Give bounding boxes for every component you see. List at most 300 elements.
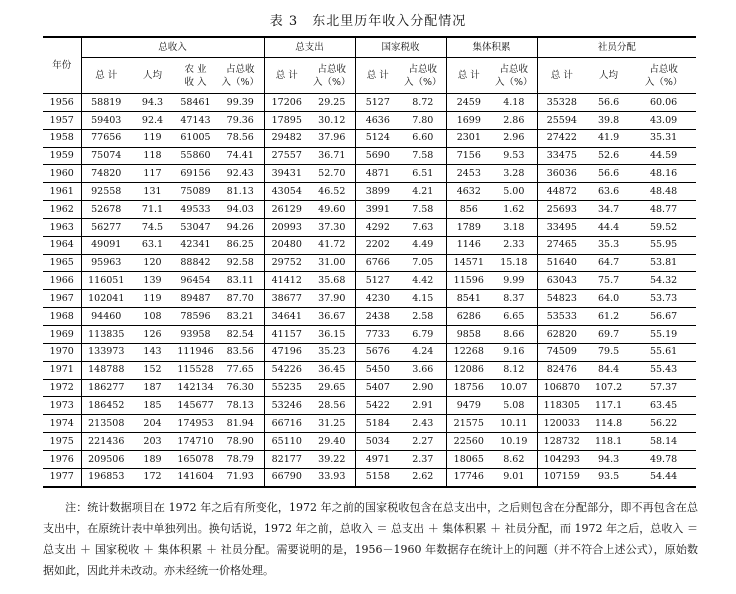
- table-row: [43, 201, 696, 219]
- value-cell: 6286: [446, 308, 491, 326]
- value-cell: 41412: [264, 272, 309, 290]
- value-cell: 64.0: [586, 290, 631, 308]
- value-cell: 3.28: [491, 165, 537, 183]
- value-cell: 5407: [355, 379, 400, 397]
- table-row: [43, 468, 696, 486]
- value-cell: 44.59: [631, 147, 696, 165]
- year-cell: 1972: [43, 379, 81, 397]
- value-cell: 55.61: [631, 343, 696, 361]
- value-cell: 14571: [446, 254, 491, 272]
- value-cell: 221436: [81, 433, 131, 451]
- value-cell: 2202: [355, 236, 400, 254]
- value-cell: 94.3: [586, 450, 631, 468]
- value-cell: 74509: [537, 343, 586, 361]
- header-sub-6: 总 计: [366, 70, 389, 81]
- value-cell: 49.78: [631, 450, 696, 468]
- value-cell: 35.68: [309, 272, 355, 290]
- value-cell: 139: [131, 272, 174, 290]
- value-cell: 82.54: [217, 325, 264, 343]
- value-cell: 57.37: [631, 379, 696, 397]
- header-sub-11: 人均: [599, 70, 619, 81]
- table-row: [43, 379, 696, 397]
- value-cell: 54823: [537, 290, 586, 308]
- value-cell: 66790: [264, 468, 309, 486]
- footnote-text: 注：统计数据项目在 1972 年之后有所变化，1972 年之前的国家税收包含在总支出中，之后则包含在分配部分，即不再包含在总支出中，在原统计表中单独列出。换句话说，1972 年之前，总收入 ＝ 总支出 ＋ 集体积累 ＋ 社员分配，而 1972 年之后，总收入 ＝ 总支出 ＋ 国家税收 ＋ 集体积累 ＋ 社员分配。需要说明的是，1956－1960 年数据存在统计上的问题（并不符合上述公式），原始数据如此，因此并未改动。亦未经统一价格处理。: [43, 501, 698, 577]
- value-cell: 9.99: [491, 272, 537, 290]
- header-total-income: 总收入: [81, 37, 264, 58]
- value-cell: 4.24: [400, 343, 446, 361]
- value-cell: 2453: [446, 165, 491, 183]
- value-cell: 35.3: [586, 236, 631, 254]
- value-cell: 82177: [264, 450, 309, 468]
- value-cell: 7.80: [400, 111, 446, 129]
- value-cell: 63.6: [586, 183, 631, 201]
- value-cell: 2.37: [400, 450, 446, 468]
- value-cell: 94460: [81, 308, 131, 326]
- value-cell: 4636: [355, 111, 400, 129]
- value-cell: 27465: [537, 236, 586, 254]
- year-cell: 1967: [43, 290, 81, 308]
- value-cell: 119: [131, 129, 174, 147]
- value-cell: 1.62: [491, 201, 537, 219]
- value-cell: 2.91: [400, 397, 446, 415]
- value-cell: 120: [131, 254, 174, 272]
- value-cell: 7156: [446, 147, 491, 165]
- value-cell: 1146: [446, 236, 491, 254]
- value-cell: 2.27: [400, 433, 446, 451]
- value-cell: 143: [131, 343, 174, 361]
- value-cell: 120033: [537, 415, 586, 433]
- value-cell: 117.1: [586, 397, 631, 415]
- year-cell: 1977: [43, 468, 81, 486]
- header-state-tax: 国家税收: [355, 37, 446, 58]
- value-cell: 131: [131, 183, 174, 201]
- header-sub-8: 总 计: [457, 70, 480, 81]
- value-cell: 39.22: [309, 450, 355, 468]
- header-sub-9: 占总收 入（%）: [491, 58, 537, 94]
- value-cell: 115528: [174, 361, 217, 379]
- value-cell: 113835: [81, 325, 131, 343]
- value-cell: 81.13: [217, 183, 264, 201]
- value-cell: 2.86: [491, 111, 537, 129]
- value-cell: 33.93: [309, 468, 355, 486]
- value-cell: 141604: [174, 468, 217, 486]
- value-cell: 52.6: [586, 147, 631, 165]
- value-cell: 63.45: [631, 397, 696, 415]
- value-cell: 94.3: [131, 94, 174, 112]
- value-cell: 29.25: [309, 94, 355, 112]
- value-cell: 7.58: [400, 147, 446, 165]
- value-cell: 20480: [264, 236, 309, 254]
- value-cell: 8.37: [491, 290, 537, 308]
- value-cell: 204: [131, 415, 174, 433]
- value-cell: 82476: [537, 361, 586, 379]
- value-cell: 61005: [174, 129, 217, 147]
- value-cell: 36.15: [309, 325, 355, 343]
- value-cell: 53.73: [631, 290, 696, 308]
- value-cell: 2301: [446, 129, 491, 147]
- year-cell: 1960: [43, 165, 81, 183]
- header-sub-0: 总 计: [95, 70, 118, 81]
- value-cell: 77.65: [217, 361, 264, 379]
- value-cell: 2.33: [491, 236, 537, 254]
- value-cell: 5158: [355, 468, 400, 486]
- year-cell: 1971: [43, 361, 81, 379]
- table-title: [0, 10, 736, 29]
- value-cell: 174953: [174, 415, 217, 433]
- header-sub-3: 占总收 入（%）: [217, 58, 264, 94]
- value-cell: 3.66: [400, 361, 446, 379]
- value-cell: 15.18: [491, 254, 537, 272]
- value-cell: 61.2: [586, 308, 631, 326]
- value-cell: 5184: [355, 415, 400, 433]
- value-cell: 5450: [355, 361, 400, 379]
- value-cell: 37.30: [309, 218, 355, 236]
- header-sub-4: 总 计: [275, 70, 298, 81]
- value-cell: 9479: [446, 397, 491, 415]
- value-cell: 5124: [355, 129, 400, 147]
- table-row: [43, 183, 696, 201]
- value-cell: 10.19: [491, 433, 537, 451]
- value-cell: 186277: [81, 379, 131, 397]
- value-cell: 9.53: [491, 147, 537, 165]
- value-cell: 186452: [81, 397, 131, 415]
- value-cell: 54.32: [631, 272, 696, 290]
- value-cell: 128732: [537, 433, 586, 451]
- value-cell: 7733: [355, 325, 400, 343]
- value-cell: 53533: [537, 308, 586, 326]
- value-cell: 92.58: [217, 254, 264, 272]
- value-cell: 148788: [81, 361, 131, 379]
- value-cell: 37.90: [309, 290, 355, 308]
- value-cell: 37.96: [309, 129, 355, 147]
- value-cell: 34641: [264, 308, 309, 326]
- value-cell: 2.96: [491, 129, 537, 147]
- value-cell: 41.72: [309, 236, 355, 254]
- table-body: [43, 94, 696, 487]
- value-cell: 213508: [81, 415, 131, 433]
- value-cell: 196853: [81, 468, 131, 486]
- value-cell: 83.21: [217, 308, 264, 326]
- value-cell: 74820: [81, 165, 131, 183]
- value-cell: 4632: [446, 183, 491, 201]
- value-cell: 78.56: [217, 129, 264, 147]
- value-cell: 187: [131, 379, 174, 397]
- value-cell: 185: [131, 397, 174, 415]
- value-cell: 29482: [264, 129, 309, 147]
- value-cell: 46.52: [309, 183, 355, 201]
- value-cell: 9858: [446, 325, 491, 343]
- value-cell: 41.9: [586, 129, 631, 147]
- value-cell: 9.01: [491, 468, 537, 486]
- year-cell: 1963: [43, 218, 81, 236]
- value-cell: 17895: [264, 111, 309, 129]
- value-cell: 111946: [174, 343, 217, 361]
- table-row: [43, 147, 696, 165]
- table-row: [43, 165, 696, 183]
- value-cell: 95963: [81, 254, 131, 272]
- value-cell: 79.5: [586, 343, 631, 361]
- year-cell: 1961: [43, 183, 81, 201]
- value-cell: 165078: [174, 450, 217, 468]
- value-cell: 84.4: [586, 361, 631, 379]
- value-cell: 65110: [264, 433, 309, 451]
- value-cell: 49.60: [309, 201, 355, 219]
- value-cell: 96454: [174, 272, 217, 290]
- value-cell: 58461: [174, 94, 217, 112]
- value-cell: 4971: [355, 450, 400, 468]
- value-cell: 38677: [264, 290, 309, 308]
- value-cell: 22560: [446, 433, 491, 451]
- value-cell: 56.6: [586, 94, 631, 112]
- value-cell: 31.00: [309, 254, 355, 272]
- value-cell: 33495: [537, 218, 586, 236]
- header-sub-12: 占总收 入（%）: [644, 63, 683, 88]
- year-cell: 1956: [43, 94, 81, 112]
- value-cell: 54.44: [631, 468, 696, 486]
- value-cell: 55.19: [631, 325, 696, 343]
- value-cell: 133973: [81, 343, 131, 361]
- value-cell: 94.26: [217, 218, 264, 236]
- value-cell: 75089: [174, 183, 217, 201]
- value-cell: 8.66: [491, 325, 537, 343]
- value-cell: 78.79: [217, 450, 264, 468]
- value-cell: 47143: [174, 111, 217, 129]
- value-cell: 10.07: [491, 379, 537, 397]
- value-cell: 39431: [264, 165, 309, 183]
- table-number: 表 3: [269, 14, 299, 29]
- value-cell: 36.71: [309, 147, 355, 165]
- value-cell: 35.23: [309, 343, 355, 361]
- value-cell: 11596: [446, 272, 491, 290]
- table-row: [43, 433, 696, 451]
- value-cell: 2.43: [400, 415, 446, 433]
- value-cell: 39.8: [586, 111, 631, 129]
- value-cell: 17206: [264, 94, 309, 112]
- header-row-groups: [43, 37, 696, 58]
- value-cell: 5690: [355, 147, 400, 165]
- value-cell: 6766: [355, 254, 400, 272]
- footnote: [43, 497, 698, 581]
- value-cell: 69.7: [586, 325, 631, 343]
- value-cell: 5127: [355, 272, 400, 290]
- value-cell: 83.11: [217, 272, 264, 290]
- header-collective-accumulation: 集体积累: [446, 37, 537, 58]
- value-cell: 12086: [446, 361, 491, 379]
- value-cell: 27422: [537, 129, 586, 147]
- value-cell: 12268: [446, 343, 491, 361]
- value-cell: 93.5: [586, 468, 631, 486]
- value-cell: 117: [131, 165, 174, 183]
- value-cell: 31.25: [309, 415, 355, 433]
- value-cell: 88842: [174, 254, 217, 272]
- value-cell: 107159: [537, 468, 586, 486]
- value-cell: 8541: [446, 290, 491, 308]
- value-cell: 145677: [174, 397, 217, 415]
- value-cell: 1699: [446, 111, 491, 129]
- value-cell: 118.1: [586, 433, 631, 451]
- value-cell: 69156: [174, 165, 217, 183]
- value-cell: 6.60: [400, 129, 446, 147]
- table-row: [43, 254, 696, 272]
- value-cell: 71.1: [131, 201, 174, 219]
- value-cell: 104293: [537, 450, 586, 468]
- year-cell: 1958: [43, 129, 81, 147]
- value-cell: 36036: [537, 165, 586, 183]
- value-cell: 53246: [264, 397, 309, 415]
- value-cell: 4.49: [400, 236, 446, 254]
- value-cell: 56.22: [631, 415, 696, 433]
- year-cell: 1974: [43, 415, 81, 433]
- value-cell: 58819: [81, 94, 131, 112]
- value-cell: 152: [131, 361, 174, 379]
- value-cell: 48.16: [631, 165, 696, 183]
- table-row: [43, 236, 696, 254]
- value-cell: 108: [131, 308, 174, 326]
- value-cell: 64.7: [586, 254, 631, 272]
- value-cell: 172: [131, 468, 174, 486]
- value-cell: 856: [446, 201, 491, 219]
- value-cell: 20993: [264, 218, 309, 236]
- value-cell: 189: [131, 450, 174, 468]
- value-cell: 74.41: [217, 147, 264, 165]
- value-cell: 7.63: [400, 218, 446, 236]
- value-cell: 107.2: [586, 379, 631, 397]
- value-cell: 28.56: [309, 397, 355, 415]
- value-cell: 8.12: [491, 361, 537, 379]
- value-cell: 77656: [81, 129, 131, 147]
- value-cell: 25693: [537, 201, 586, 219]
- value-cell: 29.40: [309, 433, 355, 451]
- value-cell: 81.94: [217, 415, 264, 433]
- header-sub-1: 人均: [142, 70, 162, 81]
- value-cell: 59403: [81, 111, 131, 129]
- value-cell: 79.36: [217, 111, 264, 129]
- value-cell: 21575: [446, 415, 491, 433]
- value-cell: 44872: [537, 183, 586, 201]
- table-row: [43, 308, 696, 326]
- value-cell: 55860: [174, 147, 217, 165]
- table-row: [43, 94, 696, 112]
- header-sub-10: 总 计: [550, 70, 573, 81]
- value-cell: 92558: [81, 183, 131, 201]
- value-cell: 17746: [446, 468, 491, 486]
- value-cell: 52.70: [309, 165, 355, 183]
- value-cell: 119: [131, 290, 174, 308]
- value-cell: 33475: [537, 147, 586, 165]
- value-cell: 7.05: [400, 254, 446, 272]
- value-cell: 55.95: [631, 236, 696, 254]
- value-cell: 41157: [264, 325, 309, 343]
- value-cell: 118305: [537, 397, 586, 415]
- value-cell: 3.18: [491, 218, 537, 236]
- table-row: [43, 343, 696, 361]
- value-cell: 58.14: [631, 433, 696, 451]
- value-cell: 2.62: [400, 468, 446, 486]
- value-cell: 71.93: [217, 468, 264, 486]
- year-cell: 1964: [43, 236, 81, 254]
- table-row: [43, 272, 696, 290]
- value-cell: 4.42: [400, 272, 446, 290]
- value-cell: 8.62: [491, 450, 537, 468]
- value-cell: 89487: [174, 290, 217, 308]
- value-cell: 56.6: [586, 165, 631, 183]
- value-cell: 116051: [81, 272, 131, 290]
- value-cell: 209506: [81, 450, 131, 468]
- value-cell: 5.00: [491, 183, 537, 201]
- header-total-expense: 总支出: [264, 37, 355, 58]
- header-year: 年份: [43, 37, 81, 94]
- table-caption: 东北里历年收入分配情况: [312, 14, 467, 29]
- value-cell: 53047: [174, 218, 217, 236]
- value-cell: 36.67: [309, 308, 355, 326]
- value-cell: 53.81: [631, 254, 696, 272]
- value-cell: 63.1: [131, 236, 174, 254]
- year-cell: 1962: [43, 201, 81, 219]
- value-cell: 118: [131, 147, 174, 165]
- value-cell: 62820: [537, 325, 586, 343]
- year-cell: 1969: [43, 325, 81, 343]
- value-cell: 4230: [355, 290, 400, 308]
- value-cell: 55.43: [631, 361, 696, 379]
- value-cell: 59.52: [631, 218, 696, 236]
- value-cell: 29752: [264, 254, 309, 272]
- value-cell: 34.7: [586, 201, 631, 219]
- value-cell: 75.7: [586, 272, 631, 290]
- header-sub-5: 占总收 入（%）: [309, 58, 355, 94]
- value-cell: 4.18: [491, 94, 537, 112]
- value-cell: 5.08: [491, 397, 537, 415]
- value-cell: 83.56: [217, 343, 264, 361]
- year-cell: 1957: [43, 111, 81, 129]
- value-cell: 36.45: [309, 361, 355, 379]
- value-cell: 2459: [446, 94, 491, 112]
- value-cell: 78.13: [217, 397, 264, 415]
- value-cell: 2.90: [400, 379, 446, 397]
- table-row: [43, 397, 696, 415]
- value-cell: 47196: [264, 343, 309, 361]
- value-cell: 3899: [355, 183, 400, 201]
- value-cell: 49533: [174, 201, 217, 219]
- value-cell: 51640: [537, 254, 586, 272]
- value-cell: 30.12: [309, 111, 355, 129]
- value-cell: 35328: [537, 94, 586, 112]
- value-cell: 56277: [81, 218, 131, 236]
- value-cell: 75074: [81, 147, 131, 165]
- value-cell: 102041: [81, 290, 131, 308]
- year-cell: 1970: [43, 343, 81, 361]
- value-cell: 4.15: [400, 290, 446, 308]
- value-cell: 48.48: [631, 183, 696, 201]
- header-row-sub: [43, 58, 696, 94]
- income-distribution-table: [43, 36, 696, 488]
- value-cell: 43054: [264, 183, 309, 201]
- value-cell: 8.72: [400, 94, 446, 112]
- value-cell: 29.65: [309, 379, 355, 397]
- value-cell: 203: [131, 433, 174, 451]
- year-cell: 1959: [43, 147, 81, 165]
- value-cell: 94.03: [217, 201, 264, 219]
- value-cell: 26129: [264, 201, 309, 219]
- value-cell: 6.65: [491, 308, 537, 326]
- value-cell: 92.4: [131, 111, 174, 129]
- table-row: [43, 129, 696, 147]
- value-cell: 74.5: [131, 218, 174, 236]
- year-cell: 1968: [43, 308, 81, 326]
- value-cell: 49091: [81, 236, 131, 254]
- value-cell: 174710: [174, 433, 217, 451]
- value-cell: 2438: [355, 308, 400, 326]
